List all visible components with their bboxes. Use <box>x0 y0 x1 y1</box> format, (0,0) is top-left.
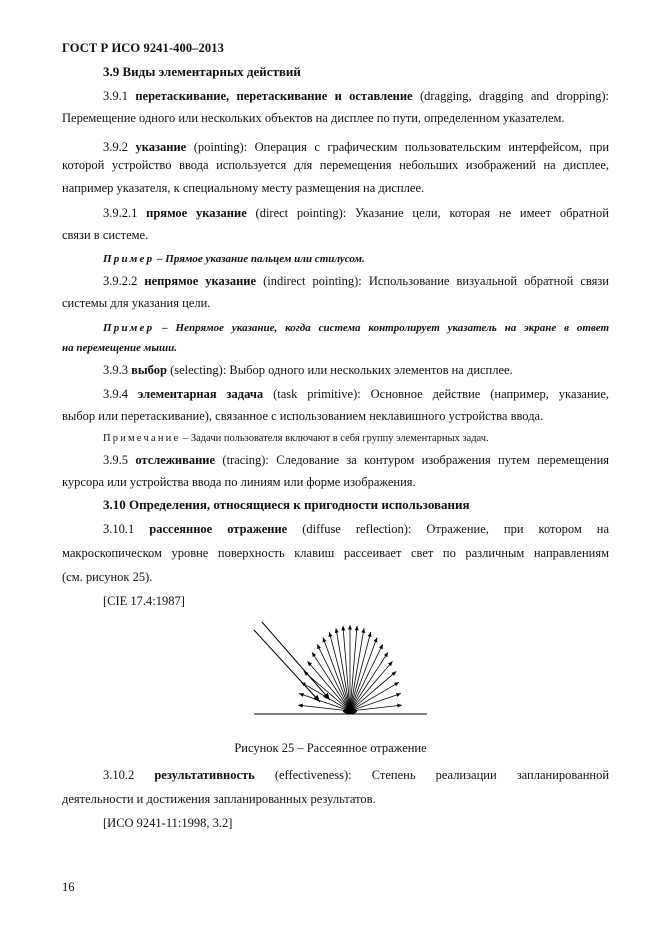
para-3-10-1-line1 <box>103 521 609 537</box>
para-3-9-2-2-line1 <box>103 273 609 289</box>
term: указание <box>135 140 187 154</box>
example-text: – Непрямое указание, когда система контролирует указатель на экране в ответ <box>162 322 610 334</box>
reference-cie: [CIE 17.4:1987] <box>103 594 185 608</box>
para-3-9-3 <box>103 362 513 378</box>
reflection-point <box>343 708 357 714</box>
term-english: (dragging, dragging and dropping): <box>419 89 609 103</box>
para-3-10-1-line3: (см. рисунок 25). <box>62 570 153 584</box>
para-3-9-2-1-line2: связи в системе. <box>62 228 149 242</box>
clause-number: 3.9.2 <box>103 140 128 154</box>
section-heading-3-9: 3.9 Виды элементарных действий <box>103 64 301 79</box>
example-label: Пример <box>103 253 155 265</box>
term: результативность <box>154 768 255 782</box>
para-3-9-2-line1 <box>103 139 609 155</box>
para-3-9-1-line2: Перемещение одного или нескольких объектов на дисплее по пути, определенном указателем. <box>62 111 565 125</box>
term: рассеянное отражение <box>149 522 288 536</box>
example-label: Пример <box>103 322 155 334</box>
para-3-10-2-line1 <box>103 767 609 783</box>
reflected-ray-arrowhead <box>298 704 303 708</box>
clause-number: 3.9.1 <box>103 89 128 103</box>
para-3-9-2-2-line2: системы для указания цели. <box>62 296 211 310</box>
example-2-line2: на перемещение мыши. <box>62 342 177 354</box>
clause-number: 3.10.2 <box>103 768 135 782</box>
definition-text: (tracing): Следование за контуром изображения путем перемещения <box>222 453 610 467</box>
definition-text: (task primitive): Основное действие (например, указание, <box>273 387 610 401</box>
reflected-ray-arrowhead <box>361 628 365 633</box>
definition-text: (pointing): Операция с графическим пользовательским интерфейсом, при <box>193 140 610 154</box>
reflected-ray-arrowhead <box>312 652 316 657</box>
example-1 <box>103 251 365 267</box>
para-3-10-1-line2: макроскопическом уровне поверхность клавиш рассеивает свет по различным направлениям <box>62 546 609 560</box>
para-3-9-2-line2: которой устройство ввода используется для перемещения небольших изображений на дисплее, <box>62 158 609 172</box>
definition-text: (diffuse reflection): Отражение, при котором на <box>302 522 609 536</box>
clause-number: 3.9.4 <box>103 387 128 401</box>
clause-number: 3.9.2.1 <box>103 206 138 220</box>
term: прямое указание <box>146 206 247 220</box>
term: элементарная задача <box>137 387 264 401</box>
term: выбор <box>131 363 167 377</box>
term: перетаскивание, перетаскивание и оставление <box>135 89 413 103</box>
reflected-ray-arrowhead <box>374 638 378 643</box>
incident-ray <box>262 622 330 700</box>
para-3-10-2-line2: деятельности и достижения запланированных результатов. <box>62 792 376 806</box>
reflected-ray-arrowhead <box>396 693 401 697</box>
reference-iso: [ИСО 9241-11:1998, 3.2] <box>103 816 233 830</box>
figure-caption: Рисунок 25 – Рассеянное отражение <box>234 741 427 755</box>
para-3-9-2-1-line1 <box>103 205 609 221</box>
section-heading-3-10: 3.10 Определения, относящиеся к пригодности использования <box>103 497 470 512</box>
clause-number: 3.9.2.2 <box>103 274 138 288</box>
reflected-ray <box>336 628 350 711</box>
term: отслеживание <box>135 453 216 467</box>
clause-number: 3.9.5 <box>103 453 128 467</box>
reflected-ray <box>323 638 350 711</box>
reflected-ray <box>350 638 377 711</box>
para-3-9-5-line1 <box>103 452 609 468</box>
reflected-ray <box>350 628 364 711</box>
reflected-ray <box>350 652 388 711</box>
reflected-ray-arrowhead <box>341 626 345 631</box>
reflected-ray-arrowhead <box>384 652 388 657</box>
definition-text: (indirect pointing): Использование визуальной обратной связи <box>263 274 609 288</box>
term: непрямое указание <box>144 274 257 288</box>
note-label: Примечание <box>103 433 181 444</box>
reflected-ray-arrowhead <box>299 693 304 697</box>
definition-text: (direct pointing): Указание цели, которая не имеет обратной <box>255 206 609 220</box>
incident-ray <box>254 630 320 702</box>
para-3-9-1-line1 <box>103 88 609 104</box>
para-3-9-4-line1 <box>103 386 609 402</box>
para-3-9-2-line3: например указателя, к специальному месту размещения на дисплее. <box>62 181 425 195</box>
definition-text: (selecting): Выбор одного или нескольких элементов на дисплее. <box>170 363 513 377</box>
reflected-ray-arrowhead <box>323 638 327 643</box>
reflected-rays <box>298 625 402 711</box>
document-header: ГОСТ Р ИСО 9241-400–2013 <box>62 41 224 55</box>
note <box>103 431 489 447</box>
reflected-ray-arrowhead <box>348 625 352 630</box>
diffuse-reflection-figure <box>250 616 430 720</box>
para-3-9-5-line2: курсора или устройства ввода по линиям или форме изображения. <box>62 475 416 489</box>
para-3-9-4-line2: выбор или перетаскивание), связанное с использованием неклавишного устройства ввода. <box>62 409 544 423</box>
note-text: – Задачи пользователя включают в себя группу элементарных задач. <box>182 433 489 444</box>
reflected-ray-arrowhead <box>355 626 359 631</box>
reflected-ray-arrowhead <box>397 704 402 708</box>
example-text: – Прямое указание пальцем или стилусом. <box>157 253 365 265</box>
reflected-ray <box>312 652 350 711</box>
clause-number: 3.10.1 <box>103 522 135 536</box>
definition-text: (effectiveness): Степень реализации запланированной <box>274 768 610 782</box>
page-number: 16 <box>62 880 75 894</box>
clause-number: 3.9.3 <box>103 363 128 377</box>
example-2-line1 <box>103 320 609 336</box>
reflected-ray-arrowhead <box>335 628 339 633</box>
